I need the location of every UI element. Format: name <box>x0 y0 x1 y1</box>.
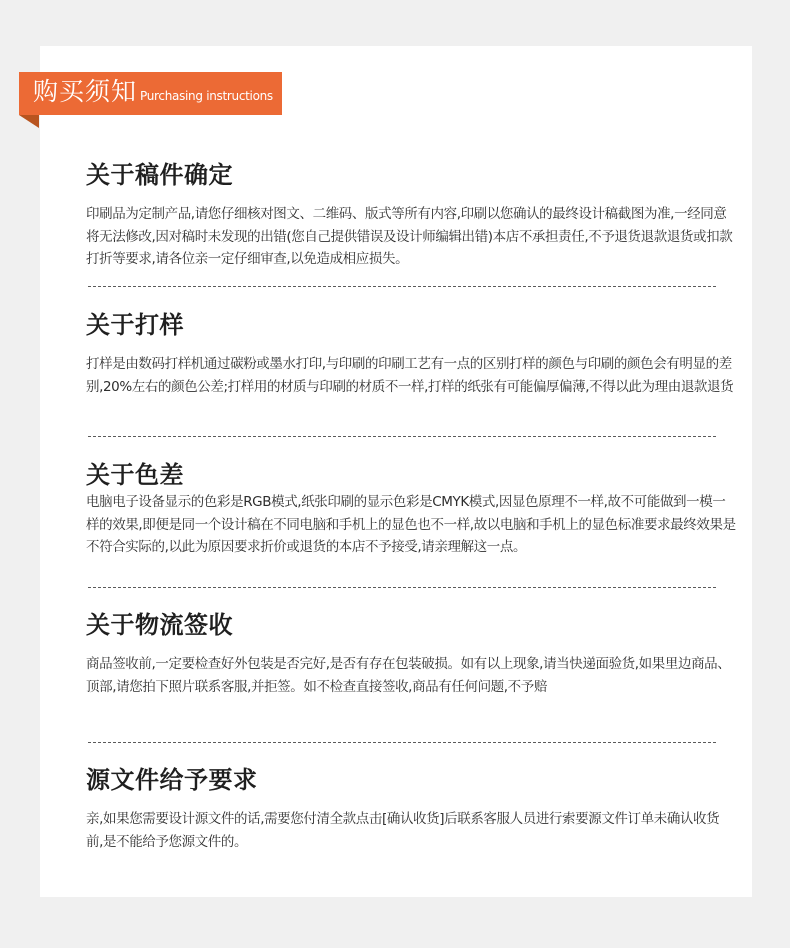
section-divider <box>88 587 716 588</box>
section-heading: 关于物流签收 <box>86 611 233 639</box>
section-heading: 关于稿件确定 <box>86 161 233 189</box>
banner-fold <box>19 115 39 128</box>
section-heading: 关于色差 <box>86 461 184 489</box>
section-divider <box>88 286 716 287</box>
purchase-notice-banner <box>19 72 282 115</box>
section-heading: 源文件给予要求 <box>86 766 258 794</box>
section-logistics-receipt <box>86 613 736 698</box>
section-divider <box>88 436 716 437</box>
section-manuscript-confirmation <box>86 163 736 271</box>
section-body: 电脑电子设备显示的色彩是RGB模式,纸张印刷的显示色彩是CMYK模式,因显色原理不一样,故不可能做到一模一样的效果,即便是同一个设计稿在不同电脑和手机上的显色也不一样,故以电脑和手机上的显色标准要求最终效果是不符合实际的,以此为原因要求折价或退货的本店不予接受,请亲理解这一点。 <box>86 494 736 555</box>
section-body: 商品签收前,一定要检查好外包装是否完好,是否有存在包装破损。如有以上现象,请当快递面验货,如果里边商品、顶部,请您拍下照片联系客服,并拒签。如不检查直接签收,商品有任何问题,不予赔 <box>86 656 731 695</box>
section-body: 打样是由数码打样机通过碳粉或墨水打印,与印刷的印刷工艺有一点的区别打样的颜色与印刷的颜色会有明显的差别,20%左右的颜色公差;打样用的材质与印刷的材质不一样,打样的纸张有可能偏厚偏薄,不得以此为理由退款退货 <box>86 356 734 395</box>
section-proofing <box>86 313 736 398</box>
section-body: 亲,如果您需要设计源文件的话,需要您付清全款点击[确认收货]后联系客服人员进行索要源文件订单未确认收货前,是不能给予您源文件的。 <box>86 811 720 850</box>
section-color-difference <box>86 463 736 559</box>
banner-subtitle: Purchasing instructions <box>140 89 273 103</box>
section-body: 印刷品为定制产品,请您仔细核对图文、二维码、版式等所有内容,印刷以您确认的最终设计稿截图为准,一经同意将无法修改,因对稿时未发现的出错(您自己提供错误及设计师编辑出错)本店不承担责任,不予退货退款退货或扣款打折等要求,请各位亲一定仔细审查,以免造成相应损失。 <box>86 206 733 267</box>
banner-title: 购买须知 <box>33 77 138 106</box>
section-source-files <box>86 768 736 853</box>
section-heading: 关于打样 <box>86 311 184 339</box>
section-divider <box>88 742 716 743</box>
